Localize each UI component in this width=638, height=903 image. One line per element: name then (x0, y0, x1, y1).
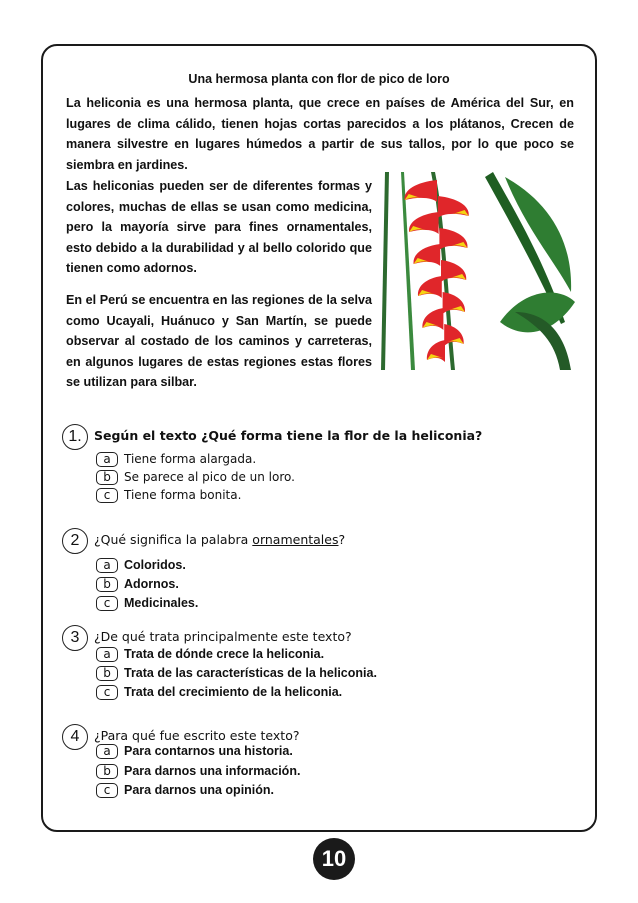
question-text: Según el texto ¿Qué forma tiene la flor de la heliconia? (94, 428, 483, 443)
option-text: Trata del crecimiento de la heliconia. (124, 685, 343, 699)
option-letter: a (96, 744, 118, 759)
option-letter: c (96, 783, 118, 798)
paragraph-intro: La heliconia es una hermosa planta, que crece en países de América del Sur, en lugares de clima cálido, tienen hojas cortas parecidos a los plátanos, Crecen de manera silvestre en lugares húmedos a partir de sus tallos, por lo que poco se siembra en jardines. (66, 96, 574, 172)
option-letter: b (96, 577, 118, 592)
paragraph-uses: Las heliconias pueden ser de diferentes formas y colores, muchas de ellas se usan como medicina, pero la mayoría sirve para fines ornamentales, esto debido a la durabilidad y al bello colorido que tienen como adornos. (66, 179, 372, 275)
question-number: 4 (62, 724, 88, 750)
page-number-badge: 10 (313, 838, 355, 880)
paragraph-location: En el Perú se encuentra en las regiones de la selva como Ucayali, Huánuco y San Martín, se puede observar al costado de los caminos y carreteras, en algunos lugares de estas regiones estas flores se utilizan para silbar. (66, 293, 372, 389)
question-text-start: ¿Qué significa la palabra (94, 532, 253, 547)
option-text: Trata de las características de la heliconia. (124, 666, 377, 680)
reading-title: Una hermosa planta con flor de pico de loro (188, 72, 450, 86)
option-letter: b (96, 470, 118, 485)
question-text-end: ? (338, 532, 346, 547)
option-letter: c (96, 685, 118, 700)
option-letter: a (96, 647, 118, 662)
option-letter: a (96, 452, 118, 467)
question-number: 1. (62, 424, 88, 450)
question-text: ¿Para qué fue escrito este texto? (94, 728, 300, 743)
option-letter: b (96, 666, 118, 681)
option-text: Tiene forma alargada. (124, 452, 257, 466)
option-text: Se parece al pico de un loro. (124, 470, 295, 484)
question-text: ¿De qué trata principalmente este texto? (94, 629, 352, 644)
question-number: 2 (62, 528, 88, 554)
option-text: Trata de dónde crece la heliconia. (124, 647, 325, 661)
option-text: Medicinales. (124, 596, 199, 610)
option-letter: a (96, 558, 118, 573)
option-text: Adornos. (124, 577, 179, 591)
question-text (94, 532, 345, 547)
option-letter: b (96, 764, 118, 779)
option-text: Coloridos. (124, 558, 186, 572)
option-text: Para darnos una opinión. (124, 783, 275, 797)
option-letter: c (96, 596, 118, 611)
option-text: Para contarnos una historia. (124, 744, 293, 758)
underlined-word: ornamentales (252, 532, 339, 547)
option-text: Tiene forma bonita. (124, 488, 242, 502)
option-text: Para darnos una información. (124, 764, 301, 778)
question-number: 3 (62, 625, 88, 651)
option-letter: c (96, 488, 118, 503)
heliconia-image (375, 172, 575, 370)
